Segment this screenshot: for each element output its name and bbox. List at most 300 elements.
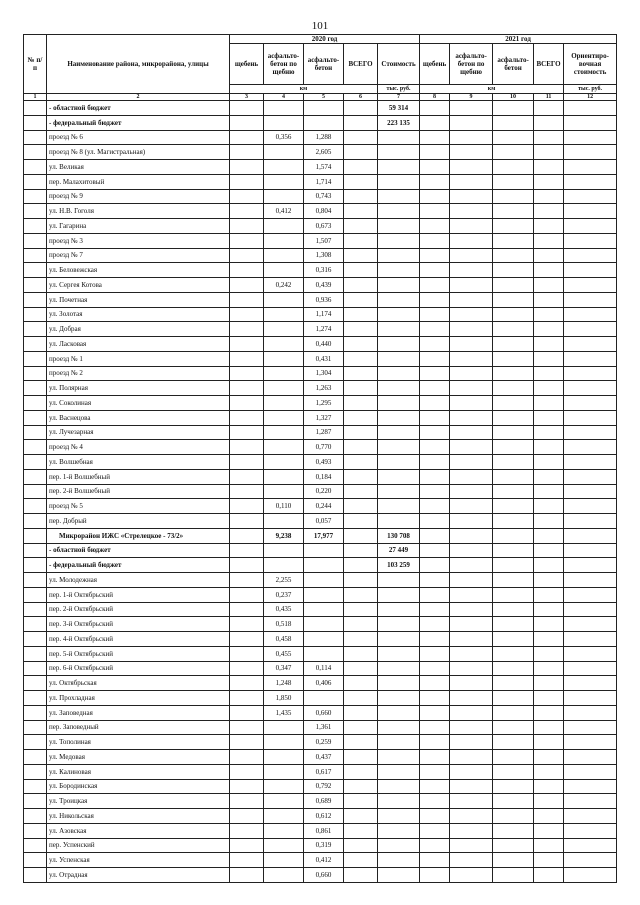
value-cell-c9 xyxy=(450,174,493,189)
table-row xyxy=(24,425,617,440)
value-cell-c11 xyxy=(534,720,564,735)
value-cell-c7 xyxy=(378,396,420,411)
value-cell-c3 xyxy=(230,514,264,529)
value-cell-c7 xyxy=(378,632,420,647)
value-cell-c7 xyxy=(378,233,420,248)
value-cell-c3 xyxy=(230,646,264,661)
value-cell-c7 xyxy=(378,484,420,499)
value-cell-c7 xyxy=(378,499,420,514)
street-name-cell: Микрорайон ИЖС «Стрелецкое - 73/2» xyxy=(47,528,230,543)
value-cell-c3 xyxy=(230,691,264,706)
row-number-cell xyxy=(24,292,47,307)
value-cell-c7: 27 449 xyxy=(378,543,420,558)
value-cell-c8 xyxy=(420,794,450,809)
table-body xyxy=(24,101,617,883)
value-cell-c4: 0,455 xyxy=(264,646,304,661)
value-cell-c3 xyxy=(230,528,264,543)
value-cell-c8 xyxy=(420,248,450,263)
value-cell-c4 xyxy=(264,115,304,130)
value-cell-c7 xyxy=(378,661,420,676)
value-cell-c8 xyxy=(420,233,450,248)
row-number-cell xyxy=(24,543,47,558)
value-cell-c12 xyxy=(564,735,617,750)
table-row xyxy=(24,278,617,293)
value-cell-c10 xyxy=(493,351,534,366)
value-cell-c11 xyxy=(534,248,564,263)
row-number-cell xyxy=(24,794,47,809)
value-cell-c8 xyxy=(420,381,450,396)
value-cell-c12 xyxy=(564,425,617,440)
value-cell-c4: 0,518 xyxy=(264,617,304,632)
value-cell-c8 xyxy=(420,838,450,853)
header-total: ВСЕГО xyxy=(344,44,378,85)
value-cell-c8 xyxy=(420,514,450,529)
value-cell-c9 xyxy=(450,823,493,838)
value-cell-c9 xyxy=(450,809,493,824)
value-cell-c7 xyxy=(378,440,420,455)
value-cell-c7 xyxy=(378,410,420,425)
row-number-cell xyxy=(24,396,47,411)
value-cell-c10 xyxy=(493,248,534,263)
value-cell-c7 xyxy=(378,676,420,691)
value-cell-c4: 1,435 xyxy=(264,705,304,720)
value-cell-c11 xyxy=(534,853,564,868)
value-cell-c6 xyxy=(344,602,378,617)
row-number-cell xyxy=(24,779,47,794)
value-cell-c8 xyxy=(420,646,450,661)
value-cell-c3 xyxy=(230,587,264,602)
value-cell-c7 xyxy=(378,602,420,617)
header-no: № п/п xyxy=(24,35,47,94)
street-name-cell: - федеральный бюджет xyxy=(47,115,230,130)
value-cell-c4 xyxy=(264,823,304,838)
value-cell-c8 xyxy=(420,174,450,189)
street-name-cell: пер. 1-й Волшебный xyxy=(47,469,230,484)
value-cell-c6 xyxy=(344,661,378,676)
value-cell-c4 xyxy=(264,514,304,529)
value-cell-c5: 0,259 xyxy=(304,735,344,750)
value-cell-c4 xyxy=(264,764,304,779)
table-row xyxy=(24,809,617,824)
street-name-cell: ул. Медовая xyxy=(47,750,230,765)
value-cell-c10 xyxy=(493,823,534,838)
value-cell-c8 xyxy=(420,617,450,632)
value-cell-c5: 0,412 xyxy=(304,853,344,868)
value-cell-c6 xyxy=(344,868,378,883)
value-cell-c7 xyxy=(378,794,420,809)
value-cell-c6 xyxy=(344,823,378,838)
value-cell-c5 xyxy=(304,632,344,647)
value-cell-c10 xyxy=(493,145,534,160)
header-asph: асфальто-бетон xyxy=(304,44,344,85)
value-cell-c8 xyxy=(420,735,450,750)
value-cell-c4 xyxy=(264,101,304,116)
value-cell-c9 xyxy=(450,425,493,440)
street-name-cell: пер. Малахитовый xyxy=(47,174,230,189)
table-row xyxy=(24,307,617,322)
value-cell-c12 xyxy=(564,632,617,647)
value-cell-c6 xyxy=(344,514,378,529)
value-cell-c9 xyxy=(450,307,493,322)
value-cell-c11 xyxy=(534,779,564,794)
value-cell-c4 xyxy=(264,366,304,381)
street-name-cell: - федеральный бюджет xyxy=(47,558,230,573)
value-cell-c7 xyxy=(378,823,420,838)
value-cell-c11 xyxy=(534,484,564,499)
value-cell-c9 xyxy=(450,115,493,130)
value-cell-c12 xyxy=(564,676,617,691)
value-cell-c12 xyxy=(564,691,617,706)
value-cell-c10 xyxy=(493,838,534,853)
value-cell-c6 xyxy=(344,174,378,189)
value-cell-c12 xyxy=(564,587,617,602)
value-cell-c9 xyxy=(450,160,493,175)
value-cell-c7 xyxy=(378,587,420,602)
value-cell-c7 xyxy=(378,248,420,263)
value-cell-c11 xyxy=(534,676,564,691)
value-cell-c3 xyxy=(230,160,264,175)
value-cell-c7 xyxy=(378,646,420,661)
value-cell-c7 xyxy=(378,204,420,219)
row-number-cell xyxy=(24,130,47,145)
value-cell-c10 xyxy=(493,558,534,573)
value-cell-c5 xyxy=(304,115,344,130)
value-cell-c4: 0,347 xyxy=(264,661,304,676)
value-cell-c5: 0,220 xyxy=(304,484,344,499)
value-cell-c3 xyxy=(230,396,264,411)
unit-rub: тыс. руб. xyxy=(378,85,420,94)
header-cost: Стоимость xyxy=(378,44,420,85)
row-number-cell xyxy=(24,233,47,248)
value-cell-c3 xyxy=(230,189,264,204)
value-cell-c11 xyxy=(534,101,564,116)
col-num-5: 5 xyxy=(304,94,344,101)
street-name-cell: ул. Соколиная xyxy=(47,396,230,411)
table-row xyxy=(24,705,617,720)
value-cell-c4: 0,242 xyxy=(264,278,304,293)
value-cell-c4 xyxy=(264,322,304,337)
value-cell-c3 xyxy=(230,381,264,396)
value-cell-c3 xyxy=(230,868,264,883)
value-cell-c10 xyxy=(493,632,534,647)
value-cell-c8 xyxy=(420,558,450,573)
value-cell-c9 xyxy=(450,720,493,735)
table-row xyxy=(24,115,617,130)
col-num-12: 12 xyxy=(564,94,617,101)
row-number-cell xyxy=(24,514,47,529)
value-cell-c6 xyxy=(344,705,378,720)
value-cell-c6 xyxy=(344,779,378,794)
col-num-3: 3 xyxy=(230,94,264,101)
value-cell-c9 xyxy=(450,101,493,116)
value-cell-c9 xyxy=(450,661,493,676)
value-cell-c4: 0,412 xyxy=(264,204,304,219)
row-number-cell xyxy=(24,646,47,661)
header-name: Наименование района, микрорайона, улицы xyxy=(47,35,230,94)
value-cell-c9 xyxy=(450,469,493,484)
value-cell-c12 xyxy=(564,145,617,160)
row-number-cell xyxy=(24,528,47,543)
row-number-cell xyxy=(24,101,47,116)
row-number-cell xyxy=(24,735,47,750)
value-cell-c12 xyxy=(564,484,617,499)
value-cell-c12 xyxy=(564,602,617,617)
row-number-cell xyxy=(24,219,47,234)
value-cell-c12 xyxy=(564,823,617,838)
value-cell-c10 xyxy=(493,868,534,883)
value-cell-c3 xyxy=(230,425,264,440)
value-cell-c11 xyxy=(534,351,564,366)
value-cell-c11 xyxy=(534,130,564,145)
table-row xyxy=(24,484,617,499)
value-cell-c11 xyxy=(534,543,564,558)
value-cell-c7 xyxy=(378,705,420,720)
street-name-cell: ул. Золотая xyxy=(47,307,230,322)
value-cell-c11 xyxy=(534,189,564,204)
table-row xyxy=(24,779,617,794)
table-row xyxy=(24,543,617,558)
table-row xyxy=(24,617,617,632)
street-name-cell: проезд № 8 (ул. Магистральная) xyxy=(47,145,230,160)
value-cell-c6 xyxy=(344,587,378,602)
value-cell-c5: 0,440 xyxy=(304,337,344,352)
value-cell-c4: 1,248 xyxy=(264,676,304,691)
value-cell-c8 xyxy=(420,219,450,234)
row-number-cell xyxy=(24,838,47,853)
value-cell-c11 xyxy=(534,425,564,440)
value-cell-c11 xyxy=(534,396,564,411)
value-cell-c12 xyxy=(564,381,617,396)
table-row xyxy=(24,381,617,396)
value-cell-c7 xyxy=(378,160,420,175)
value-cell-c7 xyxy=(378,617,420,632)
value-cell-c10 xyxy=(493,366,534,381)
value-cell-c4: 2,255 xyxy=(264,573,304,588)
value-cell-c6 xyxy=(344,809,378,824)
value-cell-c6 xyxy=(344,617,378,632)
value-cell-c10 xyxy=(493,764,534,779)
value-cell-c7 xyxy=(378,779,420,794)
table-row xyxy=(24,646,617,661)
value-cell-c5 xyxy=(304,691,344,706)
value-cell-c6 xyxy=(344,219,378,234)
value-cell-c5: 0,612 xyxy=(304,809,344,824)
value-cell-c8 xyxy=(420,337,450,352)
value-cell-c11 xyxy=(534,145,564,160)
col-num-4: 4 xyxy=(264,94,304,101)
value-cell-c9 xyxy=(450,219,493,234)
value-cell-c9 xyxy=(450,410,493,425)
value-cell-c5: 0,660 xyxy=(304,868,344,883)
value-cell-c5: 0,617 xyxy=(304,764,344,779)
value-cell-c6 xyxy=(344,469,378,484)
value-cell-c3 xyxy=(230,853,264,868)
street-name-cell: пер. 6-й Октябрьский xyxy=(47,661,230,676)
value-cell-c6 xyxy=(344,484,378,499)
value-cell-c5: 1,507 xyxy=(304,233,344,248)
row-number-cell xyxy=(24,366,47,381)
street-name-cell: ул. Великая xyxy=(47,160,230,175)
value-cell-c5: 0,114 xyxy=(304,661,344,676)
value-cell-c7 xyxy=(378,514,420,529)
value-cell-c7 xyxy=(378,691,420,706)
value-cell-c4 xyxy=(264,174,304,189)
table-row xyxy=(24,853,617,868)
value-cell-c11 xyxy=(534,809,564,824)
value-cell-c9 xyxy=(450,602,493,617)
value-cell-c6 xyxy=(344,101,378,116)
value-cell-c11 xyxy=(534,455,564,470)
table-row xyxy=(24,351,617,366)
table-row xyxy=(24,160,617,175)
value-cell-c9 xyxy=(450,351,493,366)
value-cell-c9 xyxy=(450,543,493,558)
value-cell-c9 xyxy=(450,366,493,381)
row-number-cell xyxy=(24,248,47,263)
value-cell-c6 xyxy=(344,130,378,145)
value-cell-c12 xyxy=(564,646,617,661)
value-cell-c6 xyxy=(344,115,378,130)
value-cell-c11 xyxy=(534,632,564,647)
street-name-cell: ул. Никольская xyxy=(47,809,230,824)
value-cell-c7 xyxy=(378,366,420,381)
table-row xyxy=(24,528,617,543)
table-row xyxy=(24,558,617,573)
unit-rub-2021: тыс. руб. xyxy=(564,85,617,94)
value-cell-c5: 0,660 xyxy=(304,705,344,720)
table-row xyxy=(24,691,617,706)
value-cell-c10 xyxy=(493,115,534,130)
value-cell-c3 xyxy=(230,705,264,720)
value-cell-c8 xyxy=(420,528,450,543)
value-cell-c10 xyxy=(493,189,534,204)
value-cell-c3 xyxy=(230,278,264,293)
value-cell-c12 xyxy=(564,455,617,470)
value-cell-c11 xyxy=(534,573,564,588)
value-cell-c4: 0,356 xyxy=(264,130,304,145)
value-cell-c12 xyxy=(564,233,617,248)
street-name-cell: ул. Гагарина xyxy=(47,219,230,234)
col-num-11: 11 xyxy=(534,94,564,101)
street-name-cell: ул. Полярная xyxy=(47,381,230,396)
table-row xyxy=(24,764,617,779)
value-cell-c5: 1,295 xyxy=(304,396,344,411)
value-cell-c5: 1,308 xyxy=(304,248,344,263)
value-cell-c12 xyxy=(564,617,617,632)
table-row xyxy=(24,440,617,455)
value-cell-c4 xyxy=(264,160,304,175)
value-cell-c6 xyxy=(344,292,378,307)
table-row xyxy=(24,838,617,853)
value-cell-c9 xyxy=(450,322,493,337)
value-cell-c8 xyxy=(420,691,450,706)
value-cell-c3 xyxy=(230,823,264,838)
value-cell-c9 xyxy=(450,691,493,706)
value-cell-c7 xyxy=(378,838,420,853)
value-cell-c10 xyxy=(493,587,534,602)
street-name-cell: ул. Прохладная xyxy=(47,691,230,706)
street-name-cell: ул. Октябрьская xyxy=(47,676,230,691)
value-cell-c8 xyxy=(420,322,450,337)
value-cell-c11 xyxy=(534,204,564,219)
row-number-cell xyxy=(24,322,47,337)
value-cell-c8 xyxy=(420,204,450,219)
street-name-cell: пер. 5-й Октябрьский xyxy=(47,646,230,661)
value-cell-c7 xyxy=(378,735,420,750)
value-cell-c11 xyxy=(534,499,564,514)
value-cell-c7 xyxy=(378,853,420,868)
row-number-cell xyxy=(24,705,47,720)
value-cell-c8 xyxy=(420,484,450,499)
value-cell-c10 xyxy=(493,469,534,484)
value-cell-c6 xyxy=(344,838,378,853)
value-cell-c7 xyxy=(378,307,420,322)
value-cell-c7 xyxy=(378,337,420,352)
page-number: 101 xyxy=(311,20,329,32)
value-cell-c9 xyxy=(450,145,493,160)
value-cell-c10 xyxy=(493,263,534,278)
value-cell-c10 xyxy=(493,809,534,824)
row-number-cell xyxy=(24,691,47,706)
value-cell-c9 xyxy=(450,499,493,514)
street-name-cell: ул. Калиновая xyxy=(47,764,230,779)
value-cell-c8 xyxy=(420,632,450,647)
value-cell-c7 xyxy=(378,322,420,337)
value-cell-c7: 103 259 xyxy=(378,558,420,573)
table-row xyxy=(24,219,617,234)
value-cell-c10 xyxy=(493,750,534,765)
row-number-cell xyxy=(24,809,47,824)
street-name-cell: ул. Тополиная xyxy=(47,735,230,750)
value-cell-c4 xyxy=(264,263,304,278)
row-number-cell xyxy=(24,351,47,366)
value-cell-c4 xyxy=(264,868,304,883)
table-row xyxy=(24,396,617,411)
value-cell-c10 xyxy=(493,484,534,499)
street-name-cell: проезд № 3 xyxy=(47,233,230,248)
street-name-cell: пер. 2-й Октябрьский xyxy=(47,602,230,617)
row-number-cell xyxy=(24,145,47,160)
value-cell-c5 xyxy=(304,587,344,602)
value-cell-c12 xyxy=(564,396,617,411)
row-number-cell xyxy=(24,425,47,440)
table-row xyxy=(24,602,617,617)
value-cell-c10 xyxy=(493,853,534,868)
value-cell-c4 xyxy=(264,853,304,868)
value-cell-c11 xyxy=(534,292,564,307)
value-cell-c10 xyxy=(493,396,534,411)
table-row xyxy=(24,514,617,529)
value-cell-c7 xyxy=(378,720,420,735)
value-cell-c6 xyxy=(344,307,378,322)
row-number-cell xyxy=(24,823,47,838)
value-cell-c4: 0,435 xyxy=(264,602,304,617)
value-cell-c12 xyxy=(564,337,617,352)
value-cell-c8 xyxy=(420,543,450,558)
value-cell-c9 xyxy=(450,381,493,396)
row-number-cell xyxy=(24,602,47,617)
table-row xyxy=(24,263,617,278)
row-number-cell xyxy=(24,189,47,204)
value-cell-c8 xyxy=(420,307,450,322)
value-cell-c7 xyxy=(378,351,420,366)
table-row xyxy=(24,661,617,676)
value-cell-c10 xyxy=(493,720,534,735)
header-total-2021: ВСЕГО xyxy=(534,44,564,85)
value-cell-c8 xyxy=(420,425,450,440)
value-cell-c5: 0,804 xyxy=(304,204,344,219)
table-row xyxy=(24,720,617,735)
